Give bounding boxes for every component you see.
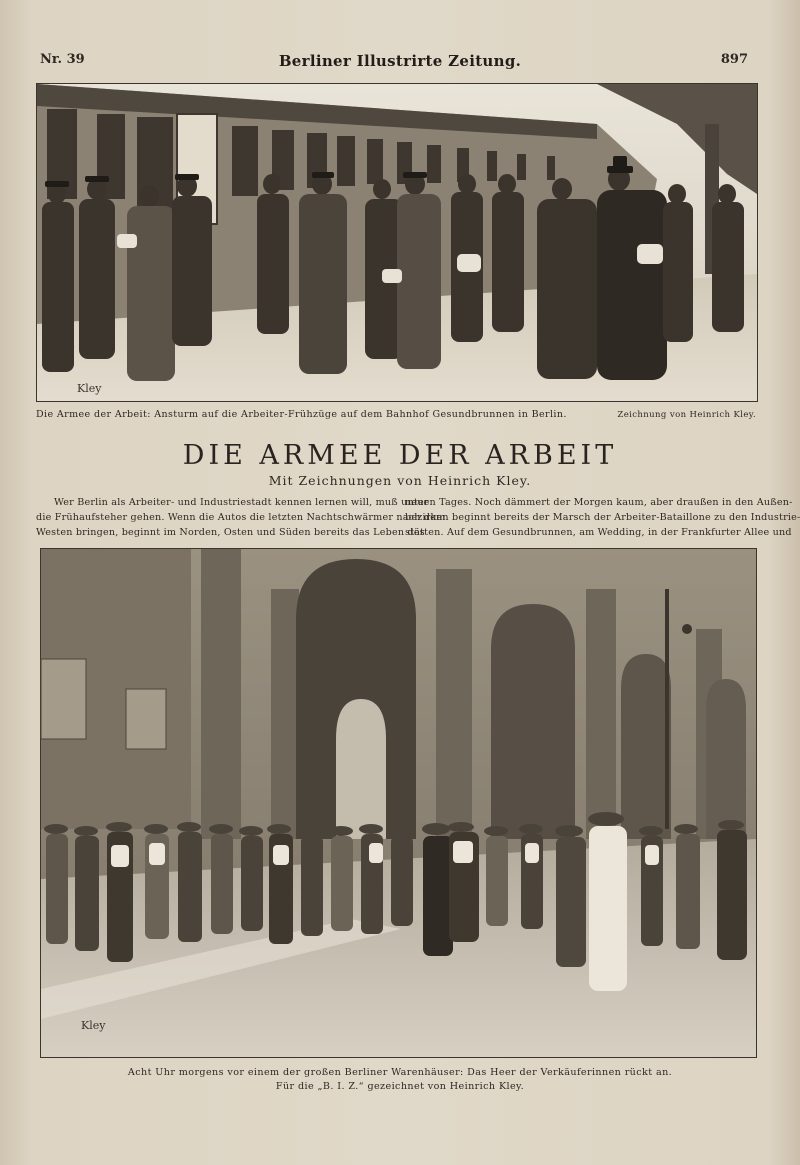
illustration-train-platform [36, 83, 758, 402]
page-header [40, 52, 760, 74]
masthead: Berliner Illustrirte Zeitung. [278, 52, 522, 70]
bottom-artist-signature: Kley [81, 1019, 106, 1032]
column2-line: bezirken beginnt bereits der Marsch der Arbeiter-Bataillone zu den Industrie- [405, 512, 800, 523]
top-illustration-caption: Die Armee der Arbeit: Ansturm auf die Arbeiter-Frühzüge auf dem Bahnhof Gesundbrunnen in Berlin. [36, 409, 567, 420]
illustration-department-store [40, 548, 757, 1058]
bottom-illustration-caption: Acht Uhr morgens vor einem der großen Berliner Warenhäuser: Das Heer der Verkäuferinnen rückt an. [127, 1067, 673, 1078]
department-store-drawing [41, 549, 756, 1057]
column1-line: Westen bringen, beginnt im Norden, Osten und Süden bereits das Leben des [36, 527, 425, 538]
issue-number: Nr. 39 [40, 52, 85, 67]
article-column-1 [36, 495, 446, 540]
train-platform-drawing [37, 84, 757, 401]
column1-line: die Frühaufsteher gehen. Wenn die Autos die letzten Nachtschwärmer nach dem [36, 512, 446, 523]
bottom-illustration-credit: Für die „B. I. Z.“ gezeichnet von Heinrich Kley. [275, 1081, 525, 1092]
column1-line: Wer Berlin als Arbeiter- und Industriestadt kennen lernen will, muß unter [54, 497, 429, 508]
top-artist-signature: Kley [77, 382, 102, 395]
page-number: 897 [720, 52, 748, 67]
article-column-2 [405, 495, 800, 540]
top-illustration-credit: Zeichnung von Heinrich Kley. [617, 410, 756, 420]
column2-line: stätten. Auf dem Gesundbrunnen, am Wedding, in der Frankfurter Allee und [405, 527, 792, 538]
column2-line: neuen Tages. Noch dämmert der Morgen kaum, aber draußen in den Außen- [405, 497, 793, 508]
article-title: DIE ARMEE DER ARBEIT [182, 440, 618, 471]
article-subtitle: Mit Zeichnungen von Heinrich Kley. [268, 473, 532, 488]
